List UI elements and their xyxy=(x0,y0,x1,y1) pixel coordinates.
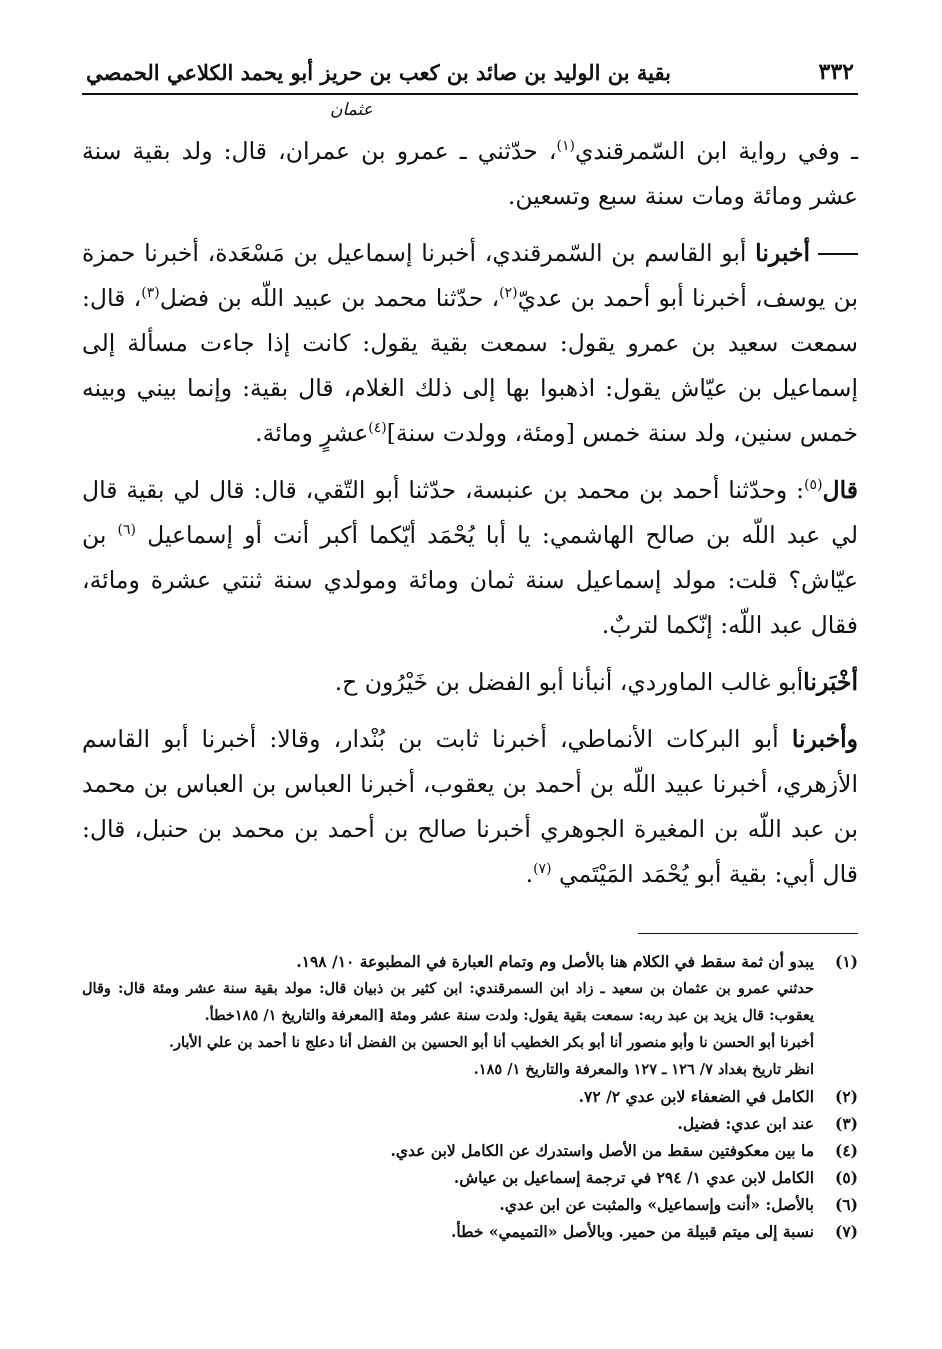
running-title: بقية بن الوليد بن صائد بن كعب بن حريز أبو يحمد الكلاعي الحمصي xyxy=(86,60,671,86)
paragraph-3 xyxy=(82,468,858,648)
footnote-4 xyxy=(82,1137,858,1164)
paragraph-lead: أخبرنا xyxy=(755,238,810,267)
paragraph-2 xyxy=(82,231,858,456)
footnote-7 xyxy=(82,1218,858,1245)
page-number: ٣٣٢ xyxy=(818,59,854,85)
footnote-text: عند ابن عدي: فضيل. xyxy=(677,1113,814,1133)
footnote-number: (٢) xyxy=(834,1086,858,1106)
main-text xyxy=(82,129,858,897)
footnote-1-continuation: أخبرنا أبو الحسن نا وأبو منصور أنا أبو بكر الخطيب أنا أبو الحسين بن الفضل أنا دعلج نا أحمد بن علي الأبار. xyxy=(169,1033,814,1051)
paragraph-text: : وحدّثنا أحمد بن محمد بن عنبسة، حدّثنا أبو التّقي، قال: قال لي بقية قال لي عبد اللّه بن صالح الهاشمي: يا أبا يُحْمَد أيّكما أكبر أنت أو إسماعيل xyxy=(82,475,858,549)
footnote-number: (١) xyxy=(834,951,858,971)
paragraph-1 xyxy=(82,129,858,219)
handwritten-correction: عثمان xyxy=(330,100,373,120)
footnote-2 xyxy=(82,1083,858,1110)
footnote-ref: (٢) xyxy=(499,284,518,301)
footnote-rule xyxy=(638,933,858,934)
section-dash xyxy=(818,253,858,255)
paragraph-text: ، حدّثني ـ عمرو بن عمران، قال: ولد بقية سنة عشر ومائة ومات سنة سبع وتسعين. xyxy=(82,136,858,210)
footnote-number: (٥) xyxy=(834,1167,858,1187)
footnote-text: الكامل لابن عدي ١/ ٢٩٤ في ترجمة إسماعيل بن عياش. xyxy=(453,1167,814,1187)
footnote-number: (٦) xyxy=(834,1194,858,1214)
footnote-ref: (٦) xyxy=(117,521,137,538)
footnote-5 xyxy=(82,1164,858,1191)
footnote-1-continuation: انظر تاريخ بغداد ٧/ ١٢٦ ـ ١٢٧ والمعرفة والتاريخ ١/ ١٨٥. xyxy=(473,1060,814,1078)
paragraph-text: أبو القاسم بن السّمرقندي، أخبرنا إسماعيل بن مَسْعَدة، أخبرنا حمزة بن يوسف، أخبرنا أبو أحمد بن عديّ xyxy=(82,238,858,312)
footnote-ref: (١) xyxy=(556,137,575,154)
footnote-text: نسبة إلى ميتم قبيلة من حمير. وبالأصل «التميمي» خطأ. xyxy=(451,1221,814,1241)
paragraph-lead: وأخبرنا xyxy=(791,724,858,753)
footnote-text: الكامل في الضعفاء لابن عدي ٢/ ٧٢. xyxy=(578,1086,814,1106)
paragraph-text: ـ وفي رواية ابن السّمرقندي xyxy=(574,136,858,165)
footnote-number: (٤) xyxy=(834,1140,858,1160)
book-page xyxy=(82,52,858,1245)
paragraph-5 xyxy=(82,717,858,897)
footnote-text: ما بين معكوفتين سقط من الأصل واستدرك عن الكامل لابن عدي. xyxy=(390,1140,814,1160)
paragraph-text: عشرٍ ومائة. xyxy=(255,418,369,447)
footnote-text: يبدو أن ثمة سقط في الكلام هنا بالأصل وم وتمام العبارة في المطبوعة ١٠/ ١٩٨. xyxy=(296,951,814,971)
footnote-6 xyxy=(82,1191,858,1218)
paragraph-text: ، حدّثنا محمد بن عبيد اللّه بن فضل xyxy=(159,283,500,312)
footnote-ref: (٧) xyxy=(533,860,552,877)
footnotes xyxy=(82,948,858,1245)
paragraph-text: أبو البركات الأنماطي، أخبرنا ثابت بن بُنْدار، وقالا: أخبرنا أبو القاسم الأزهري، أخبرنا عبيد اللّه بن أحمد بن يعقوب، أخبرنا العباس بن العباس بن محمد بن عبد اللّه بن المغيرة الجوهري أخبرنا صالح بن أحمد بن محمد بن حنبل، قال: قال أبي: بقية أبو يُحْمَد المَيْتَمي xyxy=(82,724,858,888)
paragraph-text: ، قال: سمعت سعيد بن عمرو يقول: سمعت بقية يقول: كانت إذا جاءت مسألة إلى إسماعيل بن عيّاش يقول: اذهبوا بها إلى ذلك الغلام، قال بقية: وإنما بيني وبينه خمس سنين، ولد سنة خمس [ومئة، وولدت سنة] xyxy=(82,283,858,447)
footnote-ref: (٥) xyxy=(804,476,823,493)
paragraph-lead: قال xyxy=(822,475,858,504)
footnote-1-continuation: حدثني عمرو بن عثمان بن سعيد ـ زاد ابن السمرقندي: ابن كثير بن ذبيان قال: مولد بقية سنة عشر ومئة قال: وقال يعقوب: قال يزيد بن عبد ربه: سمعت بقية يقول: ولدت سنة عشر ومئة [المعرفة والتاريخ ١/ ١٨٥خطأ. xyxy=(82,979,814,1024)
footnote-number: (٣) xyxy=(834,1113,858,1133)
paragraph-lead: أخْبَرنا xyxy=(803,667,858,696)
footnote-ref: (٣) xyxy=(141,284,160,301)
paragraph-text: . xyxy=(525,859,534,888)
paragraph-text: بن عيّاش؟ قلت: مولد إسماعيل سنة ثمان ومائة ومولدي سنة ثنتي عشرة ومائة، فقال عبد اللّه: إنّكما لتربٌ. xyxy=(82,520,858,639)
footnote-ref: (٤) xyxy=(368,419,387,436)
paragraph-4 xyxy=(82,660,858,705)
footnote-text: بالأصل: «أنت وإسماعيل» والمثبت عن ابن عدي. xyxy=(499,1194,814,1214)
footnote-number: (٧) xyxy=(834,1221,858,1241)
footnote-3 xyxy=(82,1110,858,1137)
footnote-1 xyxy=(82,948,858,975)
running-head xyxy=(82,52,858,95)
paragraph-text: أبو غالب الماوردي، أنبأنا أبو الفضل بن خَيْرُون ح. xyxy=(334,667,804,696)
